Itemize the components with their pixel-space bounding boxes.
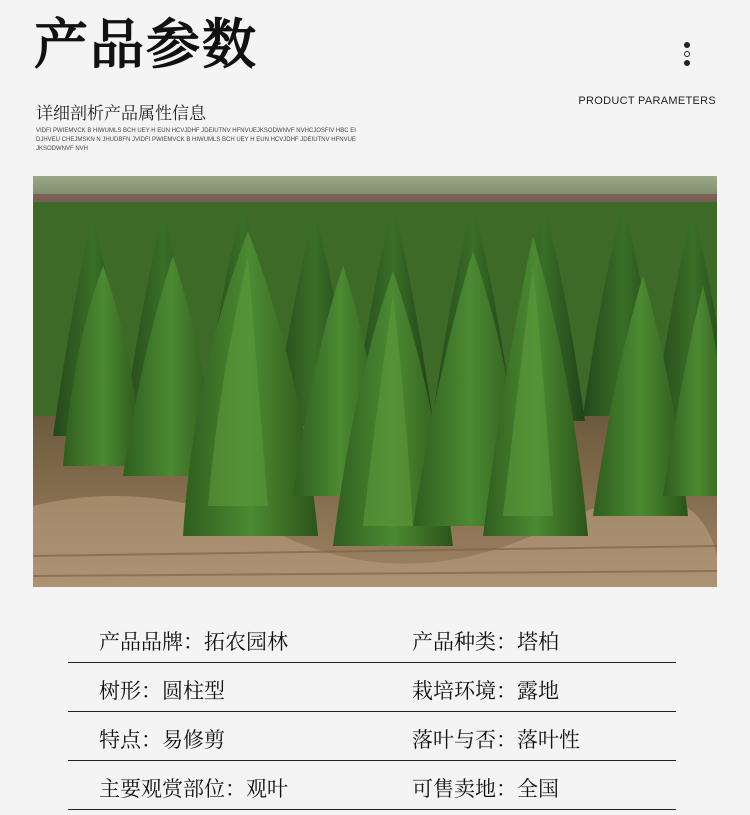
param-ornamental-part: 主要观赏部位：观叶 bbox=[99, 777, 288, 801]
parameter-table bbox=[68, 615, 676, 810]
param-cultivation-environment: 栽培环境：露地 bbox=[412, 679, 559, 703]
param-row bbox=[68, 762, 676, 810]
cypress-nursery-illustration bbox=[33, 176, 717, 587]
decorative-filler-text: VIDFI PWIEMVCK B HIWUMLS BCH UEY H EUN HCVJDHF JDEIUTNV HFNVUEJKSODWNVF NVHCJOSFIV HBC EIDJHVEU CHEJMSKN N JHUDBFN JVIDFI PWIEMVCK B HIWUMLS BCH UEY H EUN HCVJDHF JDEIUTNV HFNVUEJKSODWNVF NVH bbox=[36, 128, 356, 152]
param-tree-shape: 树形：圆柱型 bbox=[99, 679, 225, 703]
menu-dot-icon bbox=[684, 60, 690, 66]
param-feature: 特点：易修剪 bbox=[99, 728, 225, 752]
param-row bbox=[68, 664, 676, 712]
menu-ring-icon bbox=[684, 51, 690, 57]
param-row bbox=[68, 713, 676, 761]
menu-dot-icon bbox=[684, 42, 690, 48]
english-title: PRODUCT PARAMETERS bbox=[578, 95, 716, 107]
product-photo bbox=[33, 176, 717, 587]
param-brand: 产品品牌：拓农园林 bbox=[99, 630, 288, 654]
param-category: 产品种类：塔柏 bbox=[412, 630, 559, 654]
more-options-icon[interactable] bbox=[680, 42, 694, 72]
page-title: 产品参数 bbox=[34, 13, 258, 76]
param-row bbox=[68, 615, 676, 663]
param-sales-region: 可售卖地：全国 bbox=[412, 777, 559, 801]
param-deciduous: 落叶与否：落叶性 bbox=[412, 728, 580, 752]
page-subtitle: 详细剖析产品属性信息 bbox=[36, 104, 206, 124]
